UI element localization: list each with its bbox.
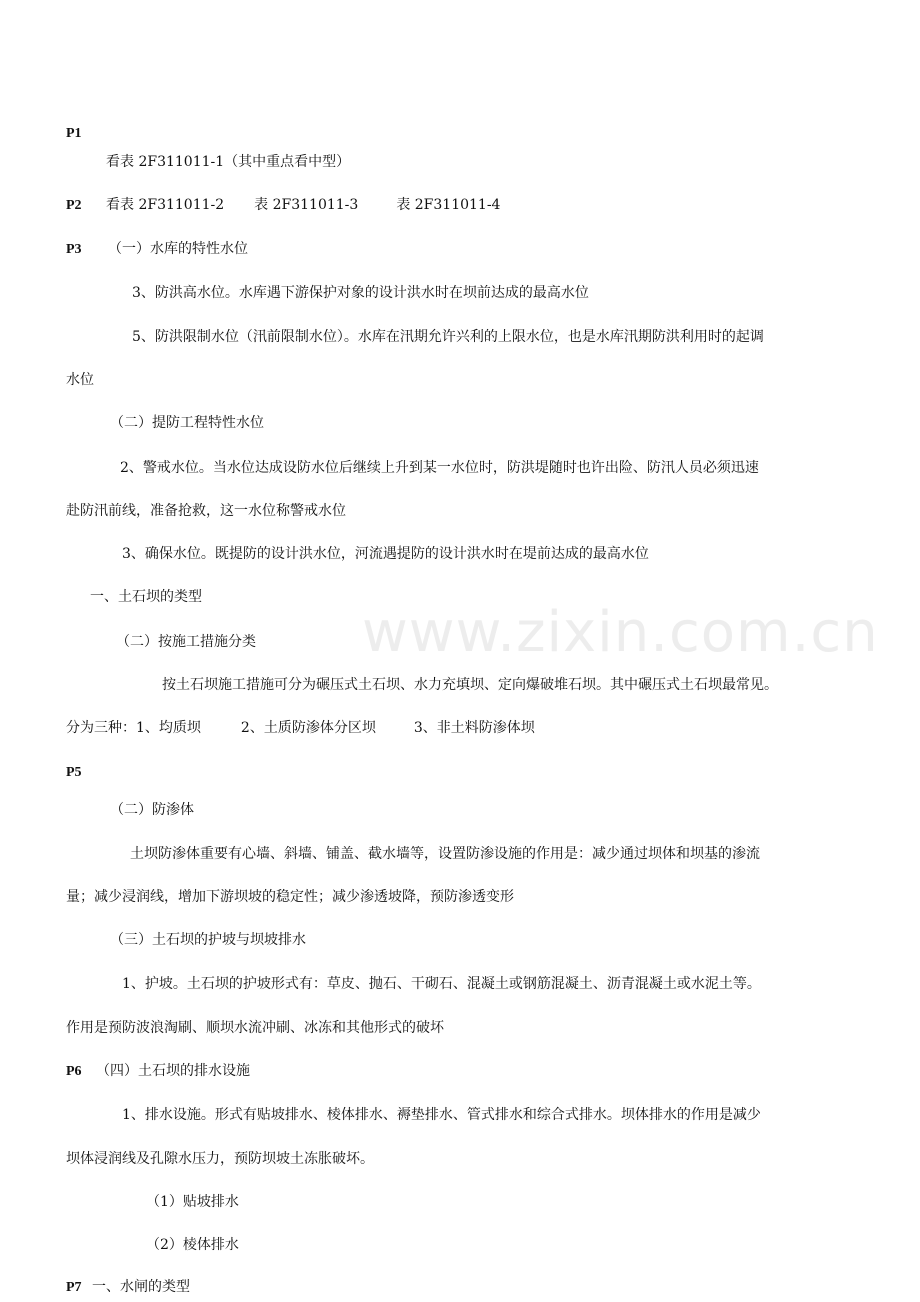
text-line: 水位 [66, 372, 94, 388]
page-number: P5 [66, 765, 82, 780]
section-heading: （二）防渗体 [110, 802, 194, 818]
page-marker-p7 [66, 1278, 190, 1297]
text-line: 赴防汛前线，准备抢救，这一水位称警戒水位 [66, 503, 346, 519]
page-number: P1 [66, 126, 82, 141]
page-marker-p1 [66, 124, 82, 143]
text-line: 1、排水设施。形式有贴坡排水、棱体排水、褥垫排水、管式排水和综合式排水。坝体排水的作用是减少 [122, 1107, 761, 1123]
page-marker-p5 [66, 763, 82, 782]
section-heading: 一、土石坝的类型 [90, 589, 202, 605]
text-line: 2、警戒水位。当水位达成设防水位后继续上升到某一水位时，防洪堤随时也许出险、防汛人员必须迅速 [120, 460, 759, 476]
page-number: P7 [66, 1280, 82, 1295]
list-item: 分为三种：1、均质坝 [66, 720, 201, 736]
text-line: 1、护坡。土石坝的护坡形式有：草皮、抛石、干砌石、混凝土或钢筋混凝土、沥青混凝土或水泥土等。 [122, 976, 761, 992]
text-line: 按土石坝施工措施可分为碾压式土石坝、水力充填坝、定向爆破堆石坝。其中碾压式土石坝最常见。 [162, 677, 778, 693]
section-heading: （四）土石坝的排水设施 [96, 1063, 250, 1079]
text-line: 坝体浸润线及孔隙水压力，预防坝坡土冻胀破坏。 [66, 1151, 374, 1167]
page-marker-p3 [66, 240, 248, 259]
section-heading: 一、水闸的类型 [92, 1279, 190, 1295]
page-number: P2 [66, 198, 82, 213]
text-line: 作用是预防波浪淘刷、顺坝水流冲刷、冰冻和其他形式的破坏 [66, 1020, 444, 1036]
text-line: 看表 2F311011-1（其中重点看中型） [106, 154, 351, 170]
section-heading: （二）按施工措施分类 [116, 634, 256, 650]
section-heading: （一）水库的特性水位 [108, 241, 248, 257]
page-marker-p6 [66, 1062, 250, 1081]
watermark: www.zixin.com.cn [362, 600, 879, 665]
section-heading: （二）提防工程特性水位 [110, 415, 264, 431]
text-line: 3、确保水位。既提防的设计洪水位，河流遇提防的设计洪水时在堤前达成的最高水位 [122, 546, 649, 562]
list-item: （2）棱体排水 [146, 1237, 239, 1253]
page-number: P3 [66, 242, 82, 257]
page-number: P6 [66, 1064, 82, 1079]
table-ref: 表 2F311011-3 [254, 197, 359, 213]
table-ref: 表 2F311011-4 [396, 197, 501, 213]
section-heading: （三）土石坝的护坡与坝坡排水 [110, 932, 306, 948]
page-marker-p2 [66, 196, 500, 215]
table-ref: 看表 2F311011-2 [106, 197, 225, 213]
text-line: 量；减少浸润线，增加下游坝坡的稳定性；减少渗透坡降，预防渗透变形 [66, 889, 514, 905]
text-line: 土坝防渗体重要有心墙、斜墙、铺盖、截水墙等，设置防渗设施的作用是：减少通过坝体和坝基的渗流 [130, 846, 760, 862]
list-item: 3、非土料防渗体坝 [413, 720, 535, 736]
text-line [66, 719, 535, 737]
text-line: 3、防洪高水位。水库遇下游保护对象的设计洪水时在坝前达成的最高水位 [132, 285, 589, 301]
text-line: 5、防洪限制水位（汛前限制水位）。水库在汛期允许兴利的上限水位，也是水库汛期防洪利用时的起调 [132, 329, 764, 345]
list-item: （1）贴坡排水 [146, 1194, 239, 1210]
list-item: 2、土质防渗体分区坝 [240, 720, 376, 736]
